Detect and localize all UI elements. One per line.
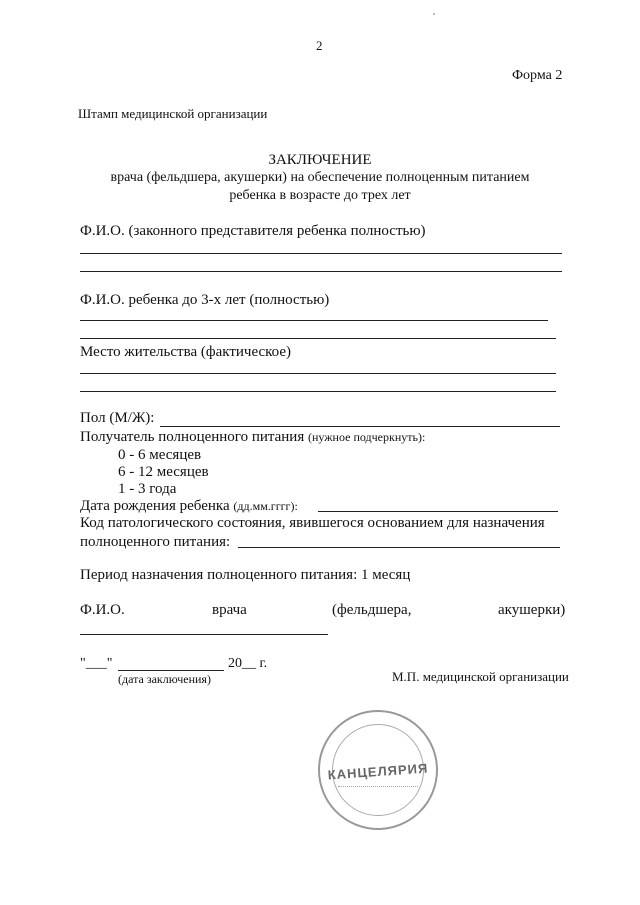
- birth-date-label-text: Дата рождения ребенка: [80, 498, 230, 514]
- birth-date-line: [318, 511, 558, 512]
- date-month-line: [118, 670, 224, 671]
- birth-date-format: (дд.мм.гггг):: [233, 499, 298, 513]
- date-caption: (дата заключения): [118, 672, 211, 686]
- document-subtitle-line2: ребенка в возрасте до трех лет: [229, 188, 411, 203]
- doctor-fio-line: [80, 634, 328, 635]
- doctor-midwife: акушерки): [498, 602, 566, 618]
- seal-text: КАНЦЕЛЯРИЯ: [327, 760, 429, 783]
- date-year: 20__ г.: [228, 656, 268, 671]
- period-label: Период назначения полноценного питания: 1 месяц: [80, 567, 411, 583]
- age-option-1-3: 1 - 3 года: [118, 481, 177, 497]
- fio-child-label: Ф.И.О. ребенка до 3-х лет (полностью): [80, 292, 330, 308]
- fio-parent-line-2: [80, 271, 562, 272]
- seal-dotted-line: [338, 786, 418, 787]
- seal-stamp: [318, 710, 438, 830]
- recipient-label: [80, 429, 425, 446]
- sex-line: [160, 426, 560, 427]
- recipient-label-text: Получатель полноценного питания: [80, 429, 305, 445]
- code-label-line1: Код патологического состояния, явившегося основанием для назначения: [80, 515, 545, 531]
- fio-parent-label: Ф.И.О. (законного представителя ребенка полностью): [80, 223, 426, 239]
- document-subtitle-line1: врача (фельдшера, акушерки) на обеспечение полноценным питанием: [110, 170, 530, 185]
- residence-line-2: [80, 391, 556, 392]
- fio-child-line-1: [80, 320, 548, 321]
- date-day: "___": [80, 656, 113, 671]
- form-label: Форма 2: [512, 68, 563, 83]
- stamp-org-label: Штамп медицинской организации: [78, 106, 268, 121]
- fio-parent-line-1: [80, 253, 562, 254]
- doctor-fio-label: Ф.И.О.: [80, 602, 125, 618]
- fio-child-line-2: [80, 338, 556, 339]
- code-label-line2: полноценного питания:: [80, 534, 231, 550]
- sex-label: Пол (М/Ж):: [80, 410, 155, 426]
- scan-speck: [433, 13, 435, 15]
- doctor-word: врача: [212, 602, 247, 618]
- recipient-hint: (нужное подчеркнуть):: [308, 430, 426, 444]
- residence-line-1: [80, 373, 556, 374]
- birth-date-label: [80, 498, 298, 515]
- code-line: [238, 547, 560, 548]
- age-option-0-6: 0 - 6 месяцев: [118, 447, 202, 463]
- document-title: ЗАКЛЮЧЕНИЕ: [268, 152, 372, 168]
- age-option-6-12: 6 - 12 месяцев: [118, 464, 209, 480]
- mp-label: М.П. медицинской организации: [392, 669, 569, 684]
- page-number: 2: [316, 38, 323, 53]
- doctor-paramedic: (фельдшера,: [332, 602, 412, 618]
- residence-label: Место жительства (фактическое): [80, 344, 292, 360]
